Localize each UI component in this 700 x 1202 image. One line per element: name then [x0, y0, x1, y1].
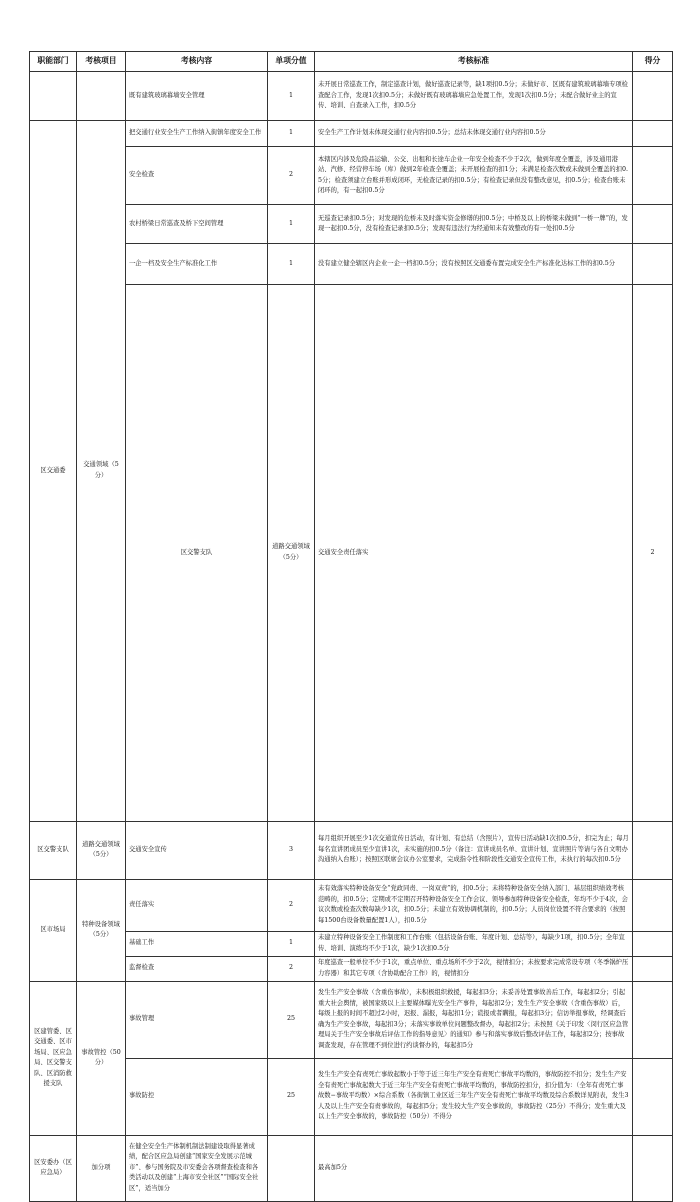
header-row: [30, 52, 673, 72]
table-row: [30, 285, 673, 822]
table-row: [30, 1058, 673, 1135]
header-score: 单项分值: [268, 52, 315, 72]
content-cell: 交通安全宣传: [126, 821, 268, 879]
dept-cell: 区交警支队: [126, 285, 268, 822]
table-row: [30, 956, 673, 981]
score-cell: 1: [268, 205, 315, 244]
item-cell-jiaotong: 交通领域（5分）: [77, 121, 126, 822]
standard-cell: 发生生产安全有责死亡事故起数小于等于近三年生产安全有责死亡事故平均数的，事故防控不扣分；发生生产安全有责死亡事故起数大于近三年生产安全有责死亡事故平均数的，事故防控扣分，扣分值为：（全年有责死亡事故数−事故平均数）×综合系数（各街镇工业区近三年生产安全有责死亡事故平均数及综合系数详见附表，发生3人及以上生产安全有责事故的，每起扣5分；发生较大生产安全事故的，事故防控（25分）不得分；发生重大及以上生产安全事故的，事故防控（50分）不得分: [315, 1058, 633, 1135]
standard-cell: 最高加5分: [315, 1135, 633, 1201]
table-row: [30, 244, 673, 285]
result-cell[interactable]: [633, 821, 673, 879]
item-cell: 道路交通领域（5分）: [77, 821, 126, 879]
item-cell: 加分项: [77, 1135, 126, 1201]
score-cell: 2: [633, 285, 673, 822]
content-cell: 在健全安全生产体制机制法制建设取得显著成绩，配合区应急局创建“国家安全发展示范城市”、参与国务院及市安委会各项督查检查和各类活动以及创建“上海市安全社区”“国际安全社区”，适当加分: [126, 1135, 268, 1201]
score-cell: 2: [268, 956, 315, 981]
standard-cell: 未开展日常巡查工作，制定巡查计划，做好巡查记录等，缺1项扣0.5分；未做好市、区既有建筑玻璃幕墙专项检查配合工作，发现1次扣0.5分；未做好既有玻璃幕墙应急处置工作，发现1次扣0.5分；未配合做好业主的宣传、培训、自查录入工作，扣0.5分: [315, 72, 633, 121]
header-dept: 职能部门: [30, 52, 77, 72]
dept-cell-jiaotong: 区交通委: [30, 121, 77, 822]
standard-cell: 每月组织开展至少1次交通宣传日活动，有计划、有总结（含照片），宣传日活动缺1次扣0.5分，扣完为止；每月每名宣讲团成员至少宣讲1次，未实施的扣0.5分（备注：宣讲成员名单、宣讲计划、宣讲照片等请与各自文明办沟通纳入台账）；按照区联席会议办公室要求，完成指令性和阶段性交通安全宣传工作，未执行的每次扣0.5分: [315, 821, 633, 879]
content-cell: 监督检查: [126, 956, 268, 981]
table-row: [30, 205, 673, 244]
score-cell: 1: [268, 244, 315, 285]
standard-cell: 无巡查记录扣0.5分；对发现的危桥未及时落实资金修缮的扣0.5分；中桥及以上的桥梁未做到“一桥一牌”的，发现一起扣0.5分，没有检查记录扣0.5分；发现有违法行为经通知未有效整改的有一处扣0.5分: [315, 205, 633, 244]
table-row: [30, 821, 673, 879]
content-cell: 事故防控: [126, 1058, 268, 1135]
result-cell[interactable]: [633, 121, 673, 147]
score-cell: 3: [268, 821, 315, 879]
header-item: 考核项目: [77, 52, 126, 72]
table-row: [30, 931, 673, 956]
standard-cell: 发生生产安全事故（含重伤事故），未积极组织救援，每起扣3分；未妥善处置事故善后工作，每起扣2分；引起重大社会舆情，被国家级以上主要媒体曝光安全生产事件，每起扣2分；发生生产安全事故（含重伤事故）后，每级上报的时间不超过2小时，迟报、漏报，每起扣1分；谎报或者瞒报，每起扣3分；信访举报事故，经调查后确为生产安全事故，每起扣3分；未落实事故单位问题整改督办，每起扣2分；未按照《关于印发〈闵行区应急管理局关于生产安全事故后评估工作的指导意见〉的通知》参与和落实事故后整改评估工作，每起扣2分；按事故调查发现，存在管理不到位进行约谈督办的，每起扣5分: [315, 981, 633, 1058]
result-cell[interactable]: [633, 981, 673, 1058]
score-cell: 1: [268, 72, 315, 121]
standard-cell: 没有建立健全辖区内企业一企一档扣0.5分；没有按照区交通委布置完成安全生产标准化达标工作的扣0.5分: [315, 244, 633, 285]
score-cell: 1: [268, 121, 315, 147]
content-cell: 既有建筑玻璃幕墙安全管理: [126, 72, 268, 121]
table-row: [30, 879, 673, 931]
standard-cell: 年度巡查一般单位不少于1次，重点单位、重点场所不少于2次，视情扣分；未按要求完成常设专项（冬季锅炉压力容器）和其它专项（含协助配合工作）的，视情扣分: [315, 956, 633, 981]
item-cell-shigu: 事故管控（50分）: [77, 981, 126, 1135]
standard-cell: 未有效落实特种设备安全“党政同责、一岗双责”的，扣0.5分；未将特种设备安全纳入部门、基层组织绩效考核范畴的，扣0.5分；定期或不定期召开特种设备安全工作会议、领导参加特种设备安全检查，年均不少于4次，会议次数或检查次数每缺少1次，扣0.5分；未建立有效协调机制的，扣0.5分；人员岗位设置不符合要求的（按照每1500台设备数量配置1人），扣0.5分: [315, 879, 633, 931]
content-cell: 事故管理: [126, 981, 268, 1058]
result-cell[interactable]: [633, 1058, 673, 1135]
dept-cell: 区安委办（区应急局）: [30, 1135, 77, 1201]
header-content: 考核内容: [126, 52, 268, 72]
table-row: [30, 121, 673, 147]
score-cell: [268, 1135, 315, 1201]
score-cell: 25: [268, 1058, 315, 1135]
header-standard: 考核标准: [315, 52, 633, 72]
result-cell[interactable]: [633, 956, 673, 981]
result-cell[interactable]: [633, 205, 673, 244]
content-cell: 安全检查: [126, 147, 268, 205]
table-row: [30, 981, 673, 1058]
content-cell: 农村桥梁日常巡查及桥下空间管理: [126, 205, 268, 244]
result-cell[interactable]: [633, 244, 673, 285]
content-cell: 交通安全责任落实: [315, 285, 633, 822]
score-cell: 2: [268, 879, 315, 931]
standard-cell: 未建立特种设备安全工作制度和工作台账（包括设备台账、年度计划、总结等），每缺少1项，扣0.5分；全年宣传、培训、演练均不少于1次，缺少1次扣0.5分: [315, 931, 633, 956]
content-cell: 责任落实: [126, 879, 268, 931]
content-cell: 把交通行业安全生产工作纳入街镇年度安全工作: [126, 121, 268, 147]
result-cell[interactable]: [633, 147, 673, 205]
result-cell[interactable]: [633, 1135, 673, 1201]
item-cell-shichang: 特种设备领域（5分）: [77, 879, 126, 981]
standard-cell: 安全生产工作计划未体现交通行业内容扣0.5分；总结未体现交通行业内容扣0.5分: [315, 121, 633, 147]
table-row: [30, 147, 673, 205]
assessment-table: [29, 51, 673, 1202]
dept-cell: [30, 72, 77, 121]
result-cell[interactable]: [633, 931, 673, 956]
table-row: [30, 1135, 673, 1201]
dept-cell-shigu: 区建管委、区交通委、区市场局、区应急局、区交警支队、区消防救援支队: [30, 981, 77, 1135]
content-cell: 一企一档及安全生产标准化工作: [126, 244, 268, 285]
dept-cell: 区交警支队: [30, 821, 77, 879]
score-cell: 2: [268, 147, 315, 205]
result-cell[interactable]: [633, 879, 673, 931]
item-cell: [77, 72, 126, 121]
item-cell: 道路交通领域（5分）: [268, 285, 315, 822]
score-cell: 1: [268, 931, 315, 956]
content-cell: 基础工作: [126, 931, 268, 956]
standard-cell: 本辖区内涉及危险品运输、公交、出租和长途车企业一年安全检查不少于2次，做到年度全覆盖，涉及通用港站、汽修、经营停车场（库）做到2年检查全覆盖；未开展检查的扣1分；未满足检查次数或未做到全覆盖的扣0.5分；检查须建立台账并形成闭环，无检查记录的扣0.5分；有检查记录但没有整改意见，扣0.5分；检查台账未闭环的，有一起扣0.5分: [315, 147, 633, 205]
header-result: 得分: [633, 52, 673, 72]
result-cell[interactable]: [633, 72, 673, 121]
score-cell: 25: [268, 981, 315, 1058]
table-row: [30, 72, 673, 121]
dept-cell-shichang: 区市场局: [30, 879, 77, 981]
